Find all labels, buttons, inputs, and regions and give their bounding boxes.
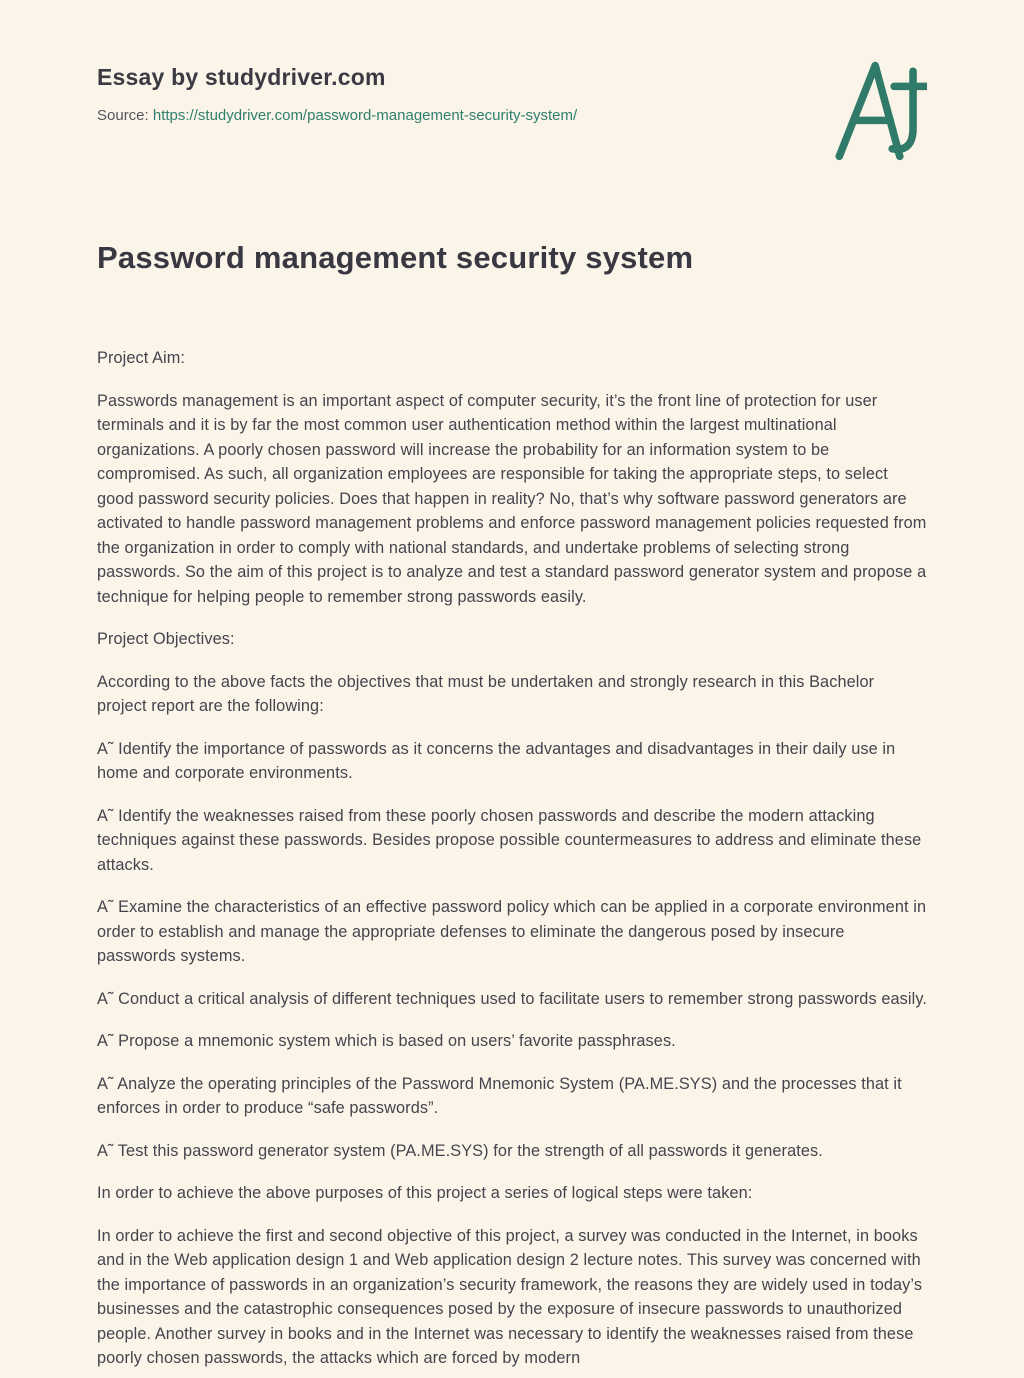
source-line xyxy=(97,107,927,124)
paragraph: A˜ Test this password generator system (PA.ME.SYS) for the strength of all passwords it generates. xyxy=(97,1141,823,1160)
paragraph: A˜ Identify the importance of passwords as it concerns the advantages and disadvantages in their daily use in home and corporate environments. xyxy=(97,739,896,782)
paragraph: Project Objectives: xyxy=(97,630,235,648)
paragraph: A˜ Conduct a critical analysis of different techniques used to facilitate users to remember strong passwords easily. xyxy=(97,989,927,1008)
document-title: Password management security system xyxy=(97,240,694,275)
source-link[interactable]: https://studydriver.com/password-management-security-system/ xyxy=(152,107,578,124)
paragraph: Passwords management is an important aspect of computer security, it’s the front line of protection for user terminals and it is by far the most common user authentication method within the largest multinational organizations. A poorly chosen password will increase the probability for an information system to be compromised. As such, all organization employees are responsible for taking the appropriate steps, to select good password security policies. Does that happen in reality? No, that’s why software password generators are activated to handle password management problems and enforce password management policies requested from the organization in order to comply with national standards, and undertake problems of selecting strong passwords. So the aim of this project is to analyze and test a standard password generator system and propose a technique for helping people to remember strong passwords easily. xyxy=(97,391,927,606)
document-body xyxy=(97,346,927,1371)
paragraph: A˜ Examine the characteristics of an effective password policy which can be applied in a corporate environment in order to establish and manage the appropriate defenses to eliminate the dangerous posed by insecure passwords systems. xyxy=(97,898,927,965)
source-label: Source: xyxy=(97,107,149,124)
paragraph: According to the above facts the objectives that must be undertaken and strongly research in this Bachelor project report are the following: xyxy=(97,672,875,715)
studydriver-logo-icon xyxy=(831,58,927,162)
essay-byline: Essay by studydriver.com xyxy=(97,64,386,90)
paragraph: A˜ Identify the weaknesses raised from these poorly chosen passwords and describe the modern attacking techniques against these passwords. Besides propose possible countermeasures to address and eliminate these attacks. xyxy=(97,806,922,874)
paragraph: A˜ Propose a mnemonic system which is based on users’ favorite passphrases. xyxy=(97,1032,676,1050)
paragraph: Project Aim: xyxy=(97,349,186,367)
header xyxy=(97,64,927,124)
paragraph: In order to achieve the first and second objective of this project, a survey was conducted in the Internet, in books and in the Web application design 1 and Web application design 2 lecture notes. This survey was concerned with the importance of passwords in an organization’s security framework, the reasons they are widely used in today’s businesses and the catastrophic consequences posed by the exposure of insecure passwords to unauthorized people. Another survey in books and in the Internet was necessary to identify the weaknesses raised from these poorly chosen passwords, the attacks which are forced by modern xyxy=(97,1226,923,1367)
paragraph: A˜ Analyze the operating principles of the Password Mnemonic System (PA.ME.SYS) and the processes that it enforces in order to produce “safe passwords”. xyxy=(97,1074,902,1117)
paragraph: In order to achieve the above purposes of this project a series of logical steps were taken: xyxy=(97,1184,753,1202)
page xyxy=(97,0,927,1371)
